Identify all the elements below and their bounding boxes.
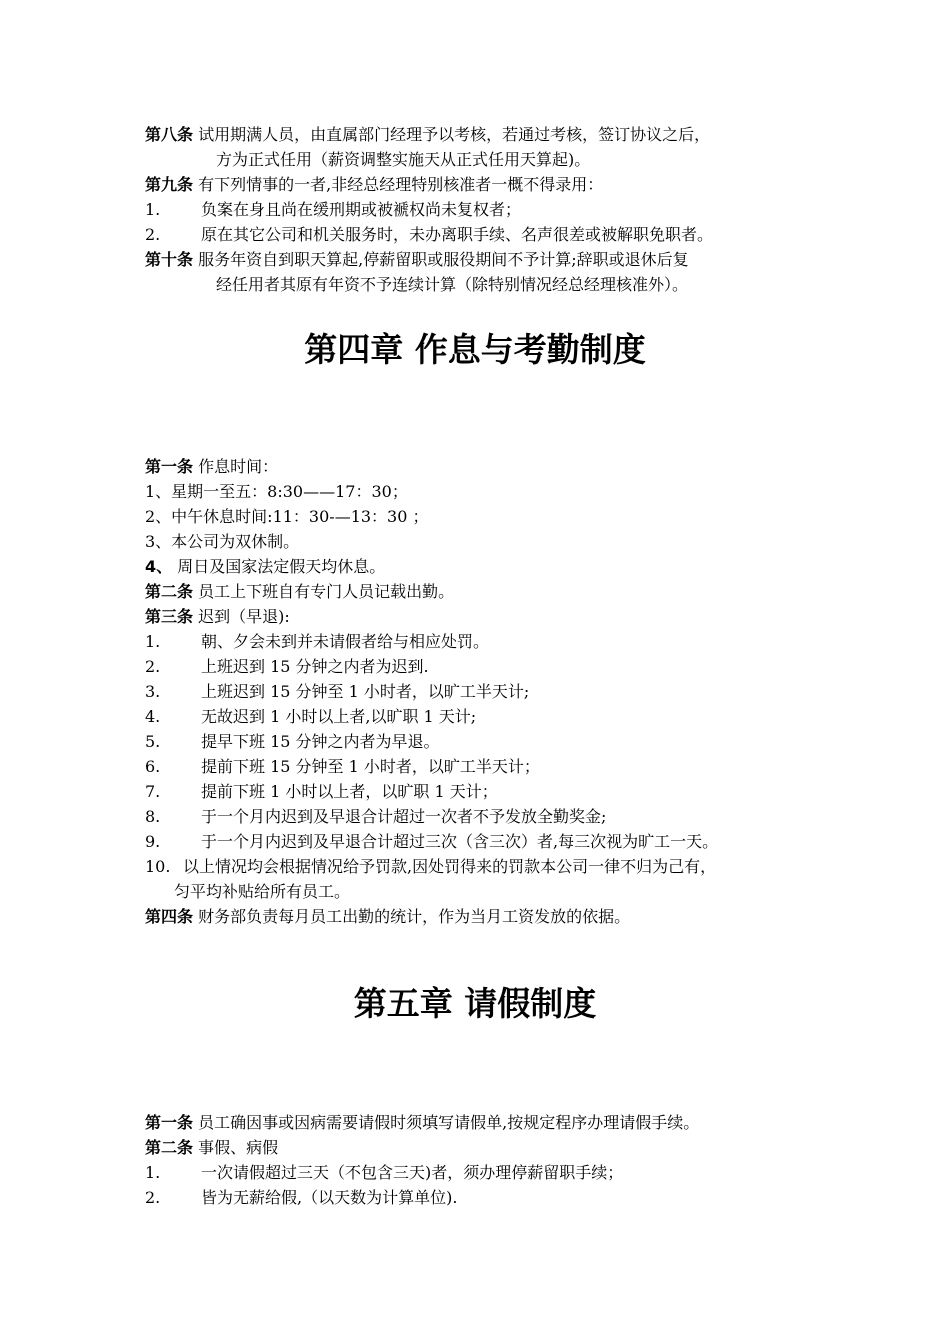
list-number: 1. xyxy=(145,632,161,651)
list-number: 4. xyxy=(145,707,161,726)
list-item: 1、星期一至五：8:30——17：30； xyxy=(145,482,408,501)
ch5-article-2 xyxy=(145,1138,278,1158)
list-text: 提前下班 15 分钟至 1 小时者，以旷工半天计； xyxy=(201,757,540,776)
list-text: 周日及国家法定假天均休息。 xyxy=(172,557,386,576)
list-item xyxy=(145,857,716,877)
ch4-article-2 xyxy=(145,582,454,602)
article-text: 迟到（早退): xyxy=(198,607,290,626)
article-label: 第二条 xyxy=(145,1138,194,1157)
list-text: 提早下班 15 分钟之内者为早退。 xyxy=(201,732,440,751)
list-item xyxy=(145,707,476,727)
chapter-4-title: 第四章 作息与考勤制度 xyxy=(304,330,646,369)
article-text: 员工确因事或因病需要请假时须填写请假单,按规定程序办理请假手续。 xyxy=(198,1113,700,1132)
article-text: 财务部负责每月员工出勤的统计，作为当月工资发放的依据。 xyxy=(198,907,631,926)
article-8 xyxy=(145,125,710,145)
list-number: 6. xyxy=(145,757,161,776)
list-text: 朝、夕会未到并未请假者给与相应处罚。 xyxy=(201,632,490,651)
article-8-continuation: 方为正式任用（薪资调整实施天从正式任用天算起)。 xyxy=(216,150,591,169)
list-item-continuation: 匀平均补贴给所有员工。 xyxy=(174,882,351,901)
chapter-5-title: 第五章 请假制度 xyxy=(353,984,597,1023)
list-text: 一次请假超过三天（不包含三天)者，须办理停薪留职手续； xyxy=(201,1163,624,1182)
list-number: 8. xyxy=(145,807,161,826)
article-10-continuation: 经任用者其原有年资不予连续计算（除特别情况经总经理核准外）。 xyxy=(216,275,689,294)
list-number: 2. xyxy=(145,225,161,244)
ch4-article-1 xyxy=(145,457,278,477)
article-text: 作息时间： xyxy=(198,457,279,476)
article-label: 第二条 xyxy=(145,582,194,601)
list-number: 1. xyxy=(145,1163,161,1182)
list-item: 3、本公司为双休制。 xyxy=(145,532,300,551)
list-item xyxy=(145,200,521,220)
article-text: 试用期满人员，由直属部门经理予以考核，若通过考核，签订协议之后， xyxy=(198,125,711,144)
list-text: 于一个月内迟到及早退合计超过三次（含三次）者,每三次视为旷工一天。 xyxy=(201,832,719,851)
article-label: 第三条 xyxy=(145,607,194,626)
article-text: 员工上下班自有专门人员记载出勤。 xyxy=(198,582,455,601)
list-item xyxy=(145,225,713,245)
article-label: 第四条 xyxy=(145,907,194,926)
article-10 xyxy=(145,250,689,270)
article-label: 第十条 xyxy=(145,250,194,269)
list-item xyxy=(145,657,429,677)
list-text: 负案在身且尚在缓刑期或被褫权尚未复权者； xyxy=(201,200,522,219)
list-item xyxy=(145,1188,457,1208)
list-text: 原在其它公司和机关服务时，未办离职手续、名声很差或被解职免职者。 xyxy=(201,225,714,244)
list-text: 上班迟到 15 分钟之内者为迟到. xyxy=(201,657,429,676)
list-item xyxy=(145,807,606,827)
list-number: 7. xyxy=(145,782,161,801)
ch4-article-3 xyxy=(145,607,290,627)
list-item xyxy=(145,757,540,777)
article-9 xyxy=(145,175,603,195)
list-item xyxy=(145,557,385,577)
list-number: 2. xyxy=(145,1188,161,1207)
list-item xyxy=(145,732,440,752)
list-item xyxy=(145,782,498,802)
list-text: 无故迟到 1 小时以上者,以旷职 1 天计; xyxy=(201,707,477,726)
list-item xyxy=(145,832,718,852)
list-item xyxy=(145,682,529,702)
list-item xyxy=(145,1163,623,1183)
list-text: 上班迟到 15 分钟至 1 小时者，以旷工半天计; xyxy=(201,682,530,701)
article-text: 有下列情事的一者,非经总经理特别核准者一概不得录用： xyxy=(198,175,604,194)
ch5-article-1 xyxy=(145,1113,699,1133)
list-text: 于一个月内迟到及早退合计超过一次者不予发放全勤奖金; xyxy=(201,807,607,826)
list-number: 3. xyxy=(145,682,161,701)
list-text: 皆为无薪给假,（以天数为计算单位). xyxy=(201,1188,458,1207)
article-label: 第九条 xyxy=(145,175,194,194)
article-label: 第一条 xyxy=(145,457,194,476)
article-label: 第八条 xyxy=(145,125,194,144)
list-text: 以上情况均会根据情况给予罚款,因处罚得来的罚款本公司一律不归为己有， xyxy=(183,857,717,876)
list-number: 1. xyxy=(145,200,161,219)
list-text: 提前下班 1 小时以上者，以旷职 1 天计； xyxy=(201,782,498,801)
article-label: 第一条 xyxy=(145,1113,194,1132)
list-number: 4、 xyxy=(145,557,173,576)
list-number: 2. xyxy=(145,657,161,676)
list-item xyxy=(145,632,489,652)
article-text: 服务年资自到职天算起,停薪留职或服役期间不予计算;辞职或退休后复 xyxy=(198,250,689,269)
list-item: 2、中午休息时间:11：30-—13：30 ； xyxy=(145,507,429,526)
article-text: 事假、病假 xyxy=(198,1138,279,1157)
ch4-article-4 xyxy=(145,907,630,927)
list-number: 10. xyxy=(145,857,171,876)
list-number: 9. xyxy=(145,832,161,851)
list-number: 5. xyxy=(145,732,161,751)
